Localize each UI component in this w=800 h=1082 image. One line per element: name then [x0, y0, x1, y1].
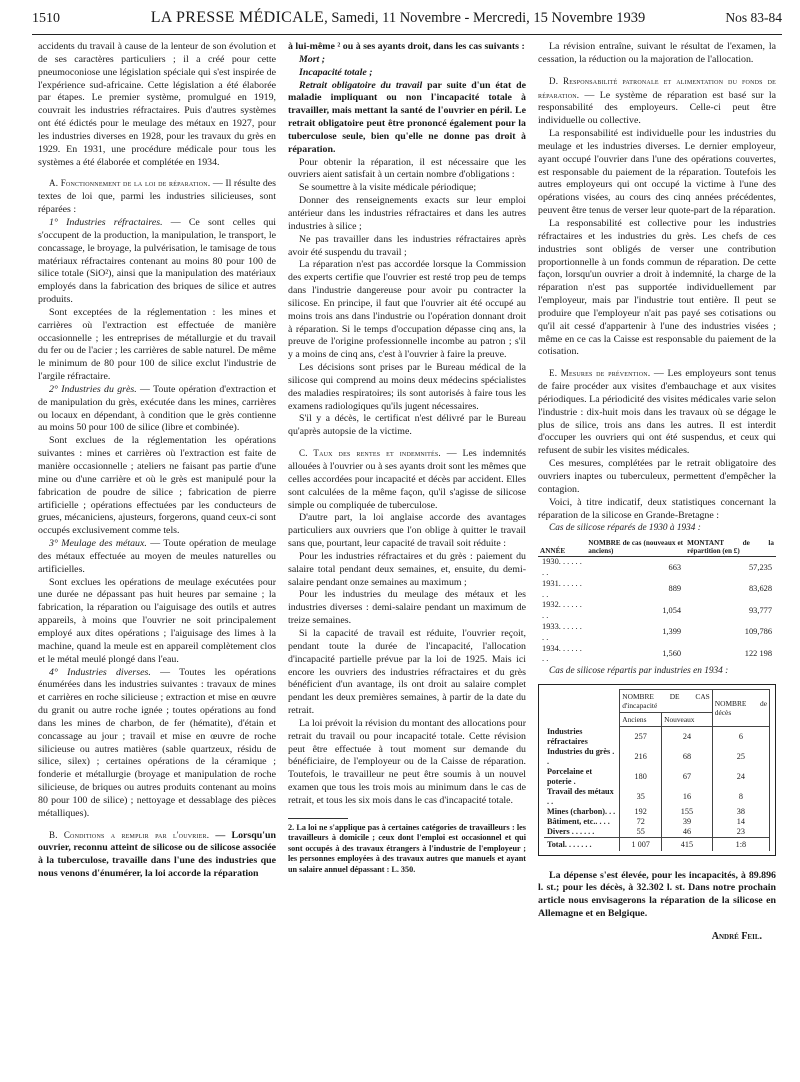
cell: 67: [662, 767, 713, 787]
section-c: [288, 447, 526, 512]
item-text: — Ce sont celles qui s'occupent de la production, la manipulation, le transport, le concassage, le broyage, la pulvérisation, le tamisage de tous matériaux réfractaires contenant au moins 80 pour 100 de silice totale (SiO²), ainsi que la manipulation des matériaux employés dans la fabrication des briques de silice et autres produits.: [38, 216, 276, 306]
table-row: [538, 644, 776, 666]
cell: 39: [662, 817, 713, 827]
table-row: [538, 622, 776, 644]
cell: 257: [620, 727, 662, 747]
cell: 6: [712, 727, 769, 747]
table-row: [544, 727, 770, 747]
section-e: [538, 367, 776, 458]
paragraph: Pour les industries réfractaires et du grès : paiement du salaire total pendant deux semaines, et, ensuite, du demi-salaire pendant onze semaines au maximum ;: [288, 550, 526, 588]
cell: Industries du grès . .: [544, 747, 620, 767]
case-mort: [288, 54, 526, 67]
paragraph: Pour les industries du meulage des métaux et les industries diverses : demi-salaire pendant un maximum de treize semaines.: [288, 589, 526, 627]
cell: Divers . . . . . .: [544, 827, 620, 838]
table-row: [544, 747, 770, 767]
cell: 8: [712, 787, 769, 807]
table-2-caption: Cas de silicose répartis par industries en 1934 :: [549, 666, 729, 677]
paragraph: Ne pas travailler dans les industries réfractaires après avoir été suspendu du travail ;: [288, 233, 526, 258]
paragraph: S'il y a décès, le certificat n'est délivré par le Bureau qu'après autopsie de la victime.: [288, 413, 526, 438]
paragraph: Sont exclues les opérations de meulage exécutées pour une durée ne dépassant pas huit heures par semaine ; la fabrication, la réparation ou l'aiguisage des outils et autres appareils, à moins que l'ouvrier ne soit principalement employé aux dites opérations ; l'aiguisage des limes à la machine, quand la meule est en appareil complètement clos et le métal meulé plongé dans l'eau.: [38, 576, 276, 665]
cell: 24: [712, 767, 769, 787]
case-retrait: [288, 80, 526, 157]
section-text: — Les employeurs sont tenus de faire procéder aux visites d'embauchage et aux visites périodiques. La périodicité des visites médicales varie selon l'industrie : dix-huit mois dans les travaux où se dégage le plus de silice, trois ans dans les autres. Il est interdit d'occuper les ouvriers qui ont été suspendus, et ceux qui refusent de subir les visites médicales.: [538, 368, 776, 457]
repair-cases-table: [538, 538, 776, 665]
section-heading: C. Taux des rentes et indemnités.: [299, 448, 441, 459]
author-signature: André Feil.: [711, 930, 762, 942]
paragraph: Donner des renseignements exacts sur leur emploi antérieur dans les industries réfractaires et dans les autres industries à silice ;: [288, 195, 526, 232]
table-total-row: [544, 837, 770, 851]
section-text: — Les indemnités allouées à l'ouvrier ou à ses ayants droit sont les mêmes que celles accordées pour incapacité et décès par accident. Elles sont calculées de la même façon, qu'il s'agisse de silicose simple ou compliquée de tuberculose.: [288, 448, 527, 511]
table-header-row: [544, 690, 770, 713]
table-row: [544, 787, 770, 807]
paragraph: Les décisions sont prises par le Bureau médical de la silicose qui comprend au moins deux médecins spécialistes des maladies respiratoires; ils sont autorisés à faire tous les examens radiologiques qu'ils jugent nécessaires.: [288, 362, 526, 412]
column-header: Anciens: [620, 713, 662, 727]
cell: 122 198: [744, 648, 772, 658]
cell: 24: [662, 727, 713, 747]
cell: 216: [620, 747, 662, 767]
section-text: — Le système de réparation est basé sur la responsabilité des employeurs. Celle-ci peut être individuelle ou collective.: [538, 89, 776, 127]
section-b: [38, 829, 276, 881]
cell: 109,786: [744, 627, 772, 637]
empty-header: [544, 713, 620, 727]
paragraph: La réparation n'est pas accordée lorsque la Commission des experts certifie que l'ouvrier est resté trop peu de temps dans l'industrie dangereuse pour avoir pu contracter la silicose. En principe, il faut que l'ouvrier ait été occupé au moins trois ans dans l'industrie ou l'opération donnant droit à réparation. Si le temps d'occupation dépasse cinq ans, la preuve de l'origine professionnelle incombe au patron ; s'il y a moins de cinq ans, c'est à l'ouvrier à faire la preuve.: [288, 259, 526, 361]
cell: 14: [712, 817, 769, 827]
case-label: Retrait obligatoire du travail: [299, 79, 423, 91]
cell: 57,235: [748, 562, 772, 572]
cell: 68: [662, 747, 713, 767]
cell: 1,560: [662, 648, 682, 658]
section-text: — Il résulte des textes de loi que, parmi les industries silicieuses, sont réparées :: [38, 178, 276, 216]
table-row: [538, 600, 776, 622]
cell: 46: [662, 827, 713, 838]
cell: 1,054: [662, 605, 682, 615]
cell: 38: [712, 807, 769, 817]
footnote: 2. La loi ne s'applique pas à certaines catégories de travailleurs : les travailleurs à domicile ; ceux dont l'emploi est occasionnel et qui sont occupés à des travaux étrangers à l'industrie de l'employeur ; les personnes employées à des travaux autres que manuels et ayant un salaire annuel dépassant : L. 350.: [288, 822, 526, 874]
cell: 55: [620, 827, 662, 838]
case-incapacite: [288, 67, 526, 80]
article-columns: [32, 41, 782, 944]
paragraph: Voici, à titre indicatif, deux statistiques concernant la réparation de la silicose en Grande-Bretagne :: [538, 496, 776, 521]
paragraph: Sont exceptées de la réglementation : les mines et carrières où l'extraction est effectuée de manière occasionnelle ; les entreprises de métallurgie et du travail du fer ou de l'acier ; les carrières de sable naturel. De même le minimum de 80 pour 100 de silice exclut l'industrie de l'argile réfractaire.: [38, 306, 276, 383]
industry-table-frame: [538, 684, 776, 856]
cell: 1931. . . . . . . .: [542, 578, 582, 599]
column-header: MONTANT de la répartition (en £): [687, 539, 774, 556]
item-text: — Toute opération de meulage des métaux effectuée au moyen de meules naturelles ou artificielles.: [38, 538, 276, 575]
section-d: [538, 75, 776, 128]
header-title: [84, 8, 712, 28]
cell: 23: [712, 827, 769, 838]
cell: Travail des métaux . .: [544, 787, 620, 807]
cell: Industries réfractaires: [544, 727, 620, 747]
footnote-divider: [288, 818, 348, 819]
column-2: [282, 41, 532, 944]
column-header: Nouveaux: [662, 713, 713, 727]
column-header: NOMBRE de cas (nouveaux et anciens): [588, 539, 684, 556]
industry-cases-table: [544, 689, 770, 851]
cell: 1 007: [620, 837, 662, 851]
cell: Mines (charbon). . .: [544, 807, 620, 817]
paragraph: accidents du travail à cause de la lenteur de son évolution et de ses caractères particuliers ; il a créé pour cette pneumoconiose une législation spéciale qui s'est inspirée de l'expérience sud-africaine. Cette législation a été élaborée par étapes. Le premier système, promulgué en 1919, couvrait les industries réfractaires. Puis d'autres systèmes ont été édictés pour le meulage des métaux en 1927, pour les industries diverses en 1928, pour les travaux du grès en 1929. En 1931, une procédure médicale pour tous les systèmes a été élaborée et complétée en 1934.: [38, 41, 276, 168]
table-row: [544, 817, 770, 827]
column-1: [32, 41, 282, 944]
cell: 1930. . . . . . . .: [542, 557, 582, 578]
bold-text: La dépense s'est élevée, pour les incapacités, à 89.896 l. st.; pour les décès, à 32.302 l. st. Dans notre prochain article nous envisagerons la réparation de la silicose en Allemagne et en Belgique.: [538, 869, 776, 920]
cell: 663: [668, 562, 682, 572]
cell: 1934. . . . . . . .: [542, 643, 582, 664]
item-diverses: [38, 667, 276, 821]
case-label: Incapacité totale ;: [299, 66, 373, 78]
section-a: [38, 177, 276, 217]
paragraph: Ces mesures, complétées par le retrait obligatoire des ouvriers inaptes ou tuberculeux, permettent d'empêcher la contagion.: [538, 458, 776, 495]
item-heading: 1° Industries réfractaires.: [49, 216, 163, 228]
table-row: [538, 579, 776, 601]
cell: Porcelaine et poterie .: [544, 767, 620, 787]
cell: 1:8: [712, 837, 769, 851]
section-heading: E. Mesures de prévention.: [549, 368, 651, 379]
item-heading: 4° Industries diverses.: [49, 666, 151, 678]
cell: 889: [668, 584, 682, 594]
cell: 155: [662, 807, 713, 817]
paragraph: La loi prévoit la révision du montant des allocations pour retrait du travail ou pour incapacité totale. Cette révision peut être effectuée à tout moment sur demande du bénéficiaire, de l'employeur ou de la Caisse de réparation. Toutefois, le travailleur ne peut être soumis à un nouvel examen que tous les trois mois au minimum dans le cas de retrait, et tous les six mois dans le cas d'incapacité totale.: [288, 717, 526, 806]
case-text: par suite d'un état de maladie impliquant ou non l'incapacité totale à travailler, mais mettant la santé de l'ouvrier en péril. Le retrait obligatoire peut être prononcé également pour la tuberculose seule, bien qu'elle ne donne pas droit à réparation.: [288, 79, 526, 155]
section-text: — Lorsqu'un ouvrier, reconnu atteint de silicose ou de silicose associée à la tuberculose, travaille dans l'une des industries que nous venons d'énumérer, la loi accorde la réparation: [38, 829, 276, 880]
table-row: [544, 807, 770, 817]
item-refractaires: [38, 217, 276, 307]
item-meulage: [38, 538, 276, 577]
item-heading: 3° Meulage des métaux.: [49, 538, 147, 550]
paragraph: La responsabilité est collective pour les industries réfractaires et les industries du grès. Les chefs de ces industries sont obligés de verser une contribution proportionnelle à un fonds commun de réparation. De cette façon, lorsqu'un ouvrier a droit à indemnité, la charge de la réparation n'est pas supportée individuellement par l'employeur, mais par l'industrie tout entière. Il peut se produire que l'employeur n'ait pas payé ses cotisations ou qu'il ait cessé d'appartenir à l'une des industries visées ; même en ce cas la Caisse est responsable du paiement de la cotisation.: [538, 217, 776, 358]
cell: 1,399: [662, 627, 682, 637]
case-label: Mort ;: [299, 53, 326, 65]
paragraph: La révision entraîne, suivant le résultat de l'examen, la cessation, la réduction ou la majoration de l'allocation.: [538, 41, 776, 65]
paragraph: La responsabilité est individuelle pour les industries du meulage et les industries diverses. Le dernier employeur, ayant occupé l'ouvrier dans l'une des opérations couvertes, est responsable du paiement de la réparation. Toutefois les autres employeurs qui ont occupé la victime à l'une des opérations visées, au cours des cinq années précédentes, peuvent être tenus de verser leur quote-part de la réparation.: [538, 128, 776, 217]
table-row: [544, 827, 770, 838]
closing-paragraph: [538, 870, 776, 921]
table-row: [544, 767, 770, 787]
cell: 35: [620, 787, 662, 807]
cell: 192: [620, 807, 662, 817]
cell: Bâtiment, etc.. . . .: [544, 817, 620, 827]
cell: 1932. . . . . . . .: [542, 600, 582, 621]
column-header: NOMBRE DE CAS d'incapacité: [620, 690, 713, 713]
cell: 93,777: [748, 605, 772, 615]
paragraph: D'autre part, la loi anglaise accorde des avantages particuliers aux ouvriers que l'on oblige à quitter le travail sans que, pourtant, leur capacité de travail soit réduite :: [288, 512, 526, 550]
cell: 415: [662, 837, 713, 851]
table-row: [538, 557, 776, 579]
section-heading: B. Conditions a remplir par l'ouvrier.: [49, 829, 210, 840]
cell: 72: [620, 817, 662, 827]
empty-header: [544, 690, 620, 713]
paragraph: Pour obtenir la réparation, il est nécessaire que les ouvriers aient satisfait à un certain nombre d'obligations :: [288, 156, 526, 181]
bold-text: à lui-même ² ou à ses ayants droit, dans les cas suivants :: [288, 41, 525, 52]
column-header: NOMBRE de décès: [712, 690, 769, 727]
paragraph: Se soumettre à la visite médicale périodique;: [299, 182, 477, 194]
cell: 180: [620, 767, 662, 787]
cell: Total. . . . . . .: [544, 837, 620, 851]
table-header-row: [538, 538, 776, 557]
issue-number: Nos 83-84: [725, 10, 782, 25]
item-text: — Toutes les opérations énumérées dans les industries suivantes : travaux de mines et carrières en roche silicieuse ; extraction et mise en œuvre du granit ou autre roche ignée ; toutes opérations au fond dans les mines de charbon, de fer (hématite), d'étain et concassage au jour ; travail et mise en œuvre de roche silicieuse ou autres matières (sable quartzeux, résidu de silice, silex) ; certaines opérations de la céramique ; fonderie et métallurgie (broyage et manipulation de roche silicieuse, de briques ou autres produits contenant au moins 80 pour 100 de silice) ; nettoyage et dessablage des pièces métalliques).: [38, 666, 276, 819]
cell: 1933. . . . . . . .: [542, 622, 582, 642]
section-heading: A. Fonctionnement de la loi de réparation.: [49, 178, 211, 189]
cell: 83,628: [748, 584, 772, 594]
column-3: [532, 41, 782, 944]
paragraph: Si la capacité de travail est réduite, l'ouvrier reçoit, pendant toute la durée de l'incapacité, l'allocation d'incapacité partielle prévue par la loi de 1925. Mais ici encore les ouvriers des industries réfractaires et du grès bénéficient d'un avantage, ils ont droit au salaire complet pendant les deux premières semaines, à partir de la date du retrait.: [288, 627, 526, 717]
cell: 16: [662, 787, 713, 807]
section-heading: D. Responsabilité patronale et alimentation du fonds de réparation.: [538, 75, 776, 100]
item-text: — Toute opération d'extraction et de manipulation du grès, exécutée dans les mines, carrières ou locaux en dépendant, à condition que le grès contienne au moins 50 pour 100 de silice (libre et combinée).: [38, 383, 276, 434]
page-number: 1510: [32, 11, 60, 26]
table-1-caption: Cas de silicose réparés de 1930 à 1934 :: [549, 523, 701, 534]
item-heading: 2° Industries du grès.: [49, 383, 137, 395]
item-gres: [38, 384, 276, 435]
cell: 25: [712, 747, 769, 767]
paragraph: [288, 41, 526, 54]
page-header: [32, 8, 782, 35]
journal-name: LA PRESSE MÉDICALE: [150, 9, 325, 26]
paragraph: Sont exclues de la réglementation les opérations suivantes : mines et carrières où l'extraction est faite de manière occasionnelle ; ateliers ne faisant pas partie d'une mine ou d'une carrière et où le grès est manipulé pour la fabrication de poudre de silice ; fabrication de pierre artificielle ; opérations effectuées par les conducteurs de grues, mécaniciens, ajusteurs, forgerons, quand ceux-ci sont occupés exclusivement comme tels.: [38, 435, 276, 537]
issue-date: , Samedi, 11 Novembre - Mercredi, 15 Novembre 1939: [324, 10, 646, 26]
column-header: ANNÉE: [538, 538, 586, 557]
